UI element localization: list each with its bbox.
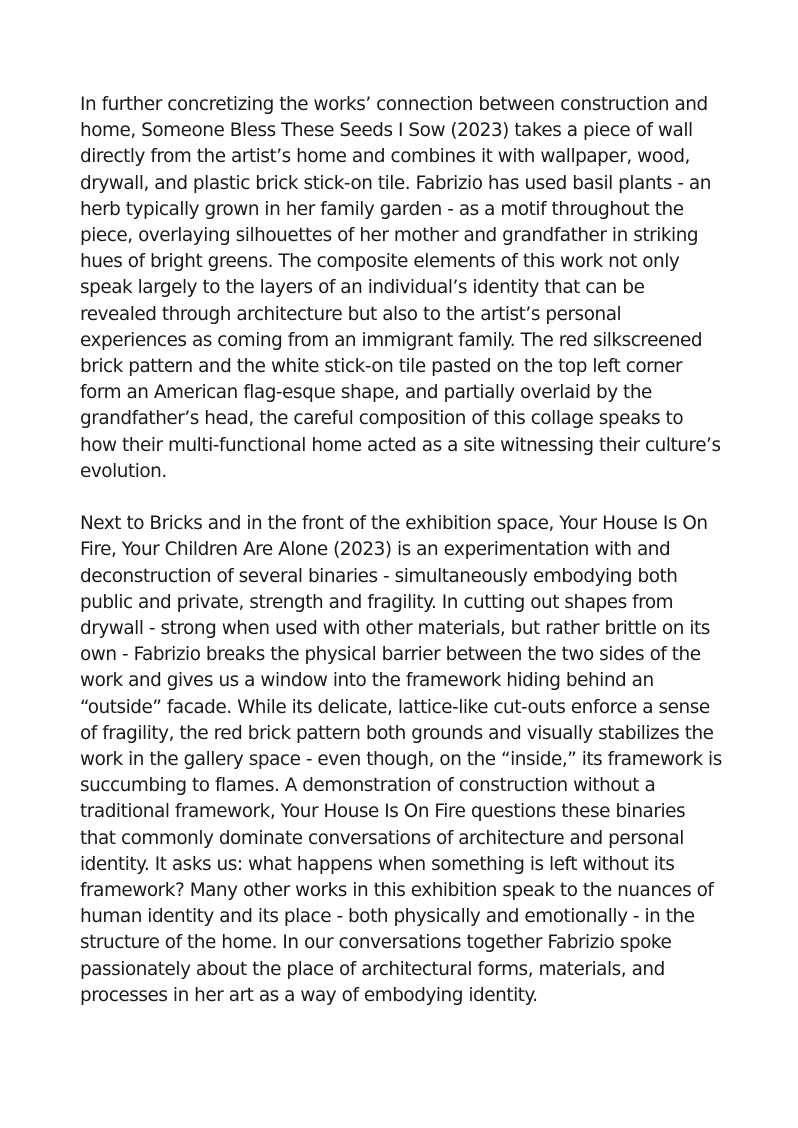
paragraph-seeds: In further concretizing the works’ connection between construction and home, Someone Bless These Seeds I Sow (2023) takes a piece of wall directly from the artist’s home and combines it with wallpaper, wood, drywall, and plastic brick stick-on tile. Fabrizio has used basil plants - an herb typically grown in her family garden - as a motif throughout the piece, overlaying silhouettes of her mother and grandfather in striking hues of bright greens. The composite elements of this work not only speak largely to the layers of an individual’s identity that can be revealed through architecture but also to the artist’s personal experiences as coming from an immigrant family. The red silkscreened brick pattern and the white stick-on tile pasted on the top left corner form an American flag-esque shape, and partially overlaid by the grandfather’s head, the careful composition of this collage speaks to how their multi-functional home acted as a site witnessing their culture’s evolution. <box>80 94 721 482</box>
document-body <box>80 92 724 1009</box>
paragraph-house-on-fire: Next to Bricks and in the front of the exhibition space, Your House Is On Fire, Your Children Are Alone (2023) is an experimentation with and deconstruction of several binaries - simultaneously embodying both public and private, strength and fragility. In cutting out shapes from drywall - strong when used with other materials, but rather brittle on its own - Fabrizio breaks the physical barrier between the two sides of the work and gives us a window into the framework hiding behind an “outside” facade. While its delicate, lattice-like cut-outs enforce a sense of fragility, the red brick pattern both grounds and visually stabilizes the work in the gallery space - even though, on the “inside,” its framework is succumbing to flames. A demonstration of construction without a traditional framework, Your House Is On Fire questions these binaries that commonly dominate conversations of architecture and personal identity. It asks us: what happens when something is left without its framework? Many other works in this exhibition speak to the nuances of human identity and its place - both physically and emotionally - in the structure of the home. In our conversations together Fabrizio spoke passionately about the place of architectural forms, materials, and processes in her art as a way of embodying identity. <box>80 513 722 1006</box>
